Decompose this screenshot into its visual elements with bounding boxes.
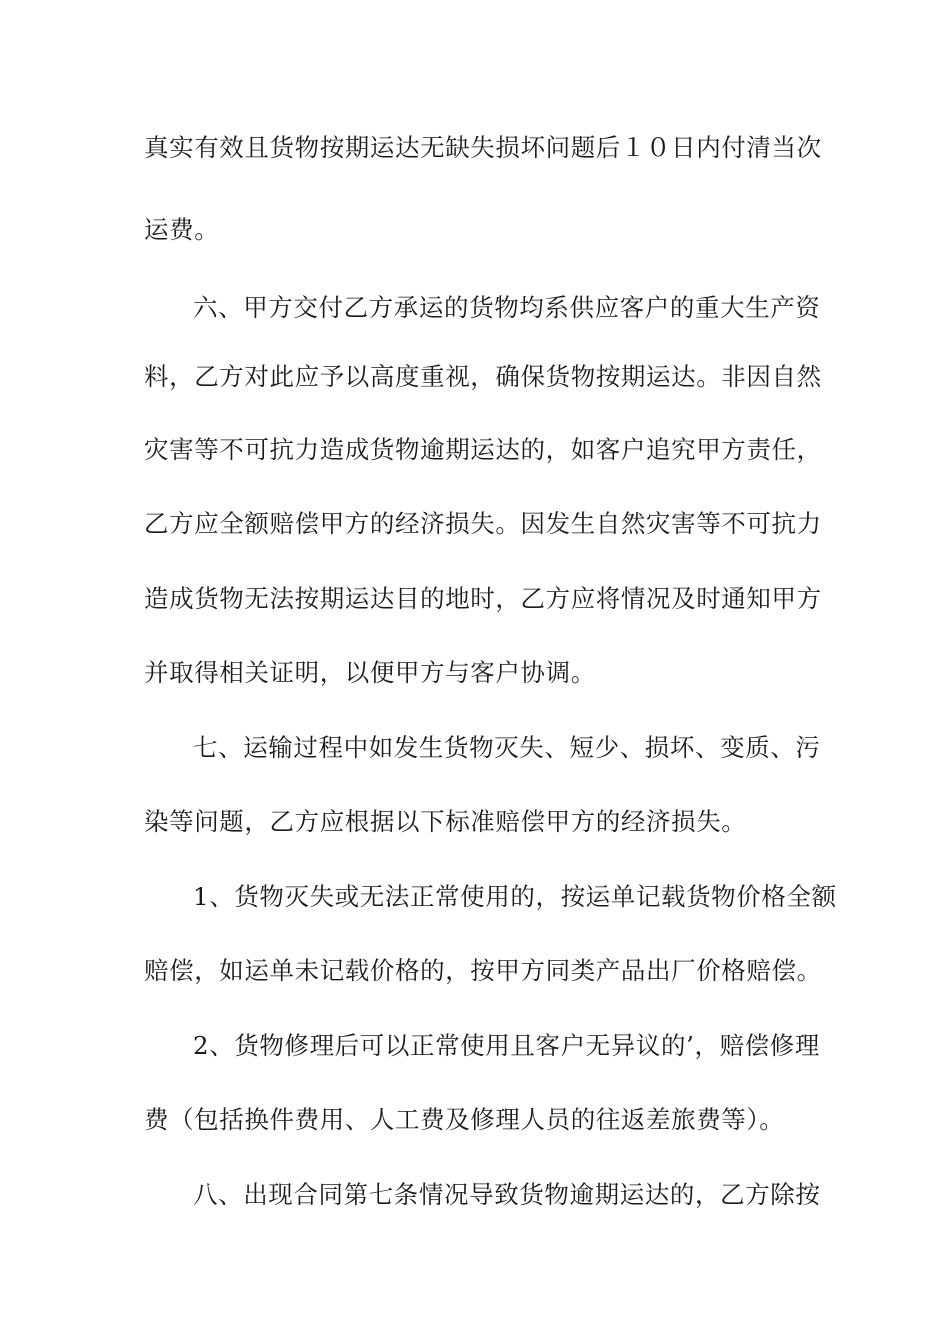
text-line: 灾害等不可抗力造成货物逾期运达的，如客户追究甲方责任， bbox=[144, 435, 822, 464]
text-line: 费（包括换件费用、人工费及修理人员的往返差旅费等）。 bbox=[144, 1105, 785, 1134]
text-line: 染等问题，乙方应根据以下标准赔偿甲方的经济损失。 bbox=[144, 807, 747, 836]
text-line: 乙方应全额赔偿甲方的经济损失。因发生自然灾害等不可抗力 bbox=[144, 509, 822, 538]
paragraph-seven-start: 七、运输过程中如发生货物灭失、短少、损坏、变质、污 bbox=[193, 733, 821, 762]
text-line: 料，乙方对此应予以高度重视，确保货物按期运达。非因自然 bbox=[144, 362, 822, 391]
text-line: 赔偿，如运单未记载价格的，按甲方同类产品出厂价格赔偿。 bbox=[144, 956, 822, 985]
paragraph-six-start: 六、甲方交付乙方承运的货物均系供应客户的重大生产资 bbox=[193, 293, 821, 322]
text-line: 运费。 bbox=[144, 215, 220, 244]
text-line: 并取得相关证明，以便甲方与客户协调。 bbox=[144, 658, 596, 687]
text-line: 真实有效且货物按期运达无缺失损坏问题后１０日内付清当次 bbox=[144, 133, 822, 162]
paragraph-eight-start: 八、出现合同第七条情况导致货物逾期运达的，乙方除按 bbox=[193, 1180, 821, 1209]
item-two-start: 2、货物修理后可以正常使用且客户无异议的’，赔偿修理 bbox=[193, 1031, 820, 1060]
text-line: 造成货物无法按期运达目的地时，乙方应将情况及时通知甲方 bbox=[144, 584, 822, 613]
item-one-start: 1、货物灭失或无法正常使用的，按运单记载货物价格全额 bbox=[193, 882, 837, 911]
